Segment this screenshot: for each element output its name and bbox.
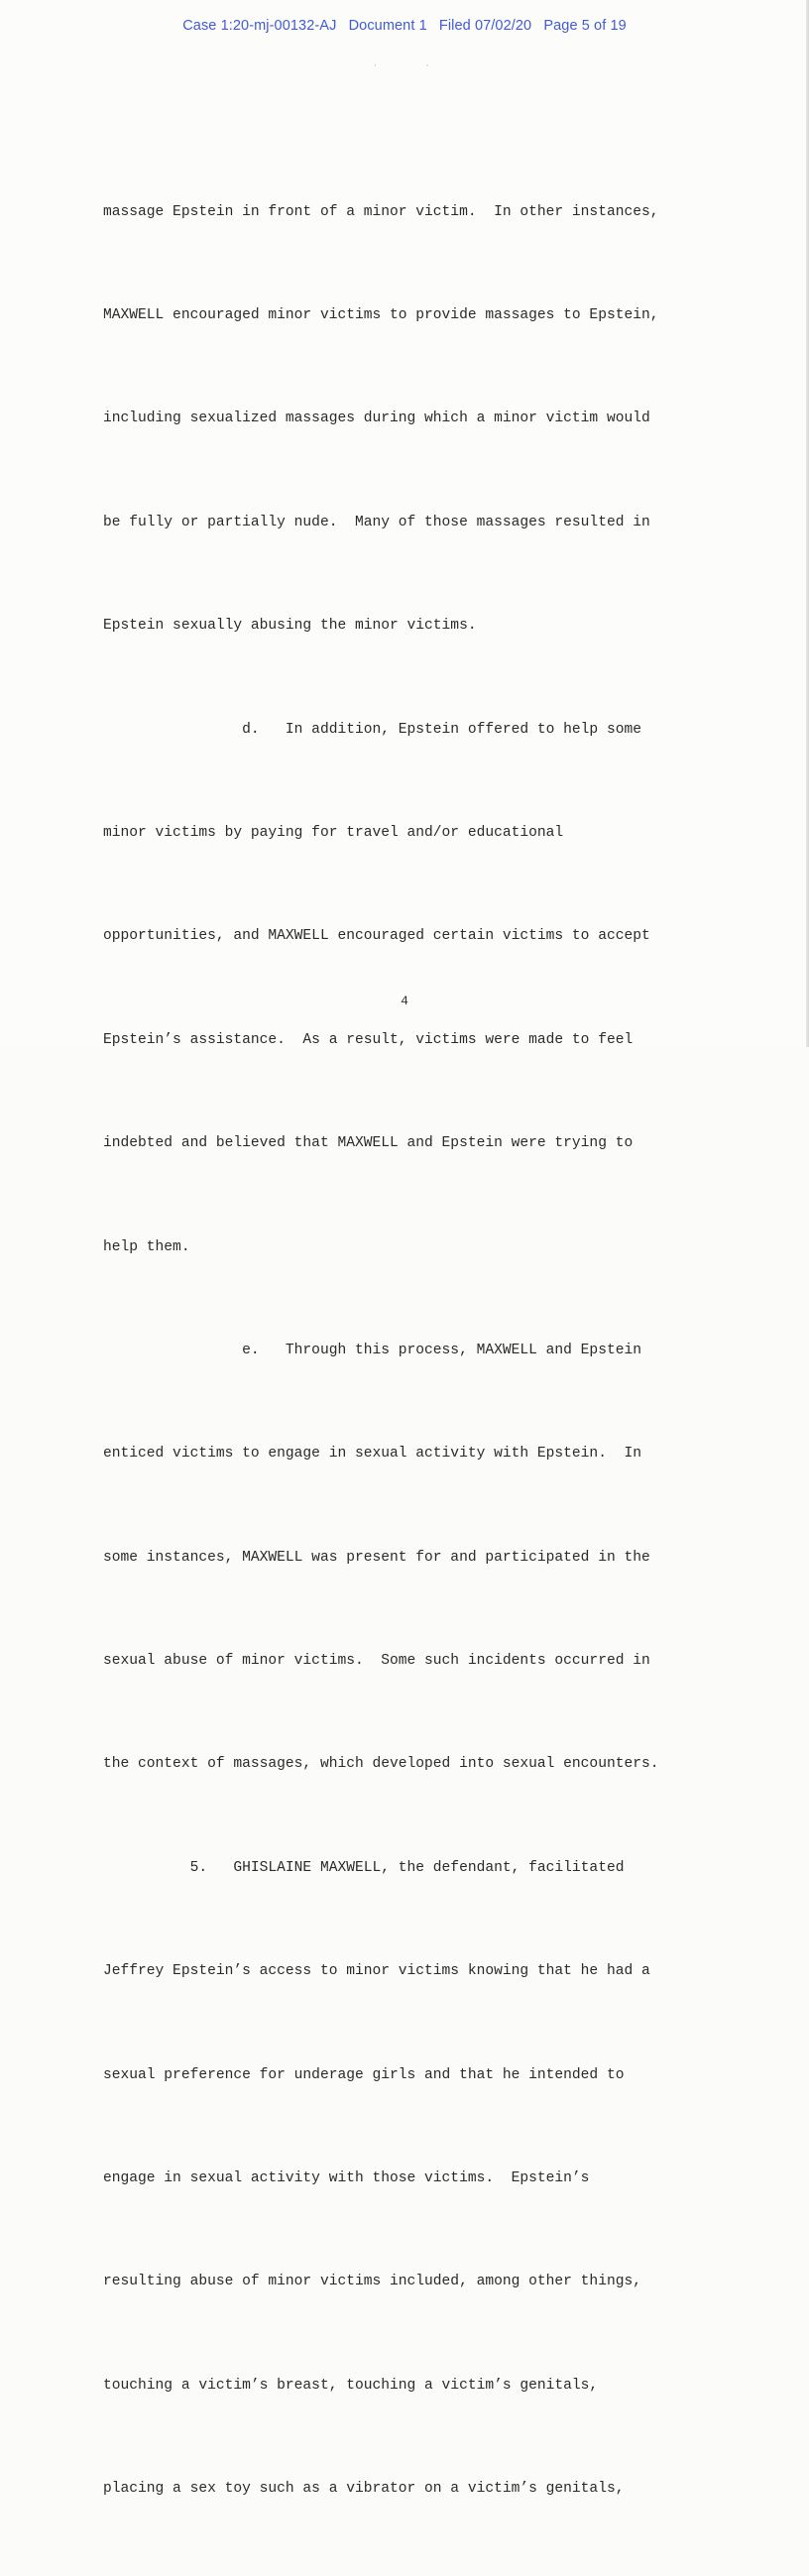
- ecf-header: [0, 18, 809, 34]
- header-filed-date: Filed 07/02/20: [438, 18, 532, 34]
- body-line: massage Epstein in front of a minor victim. In other instances,: [103, 203, 659, 220]
- body-line: placing a sex toy such as a vibrator on a victim’s genitals,: [103, 2481, 625, 2498]
- header-page-count: Page 5 of 19: [543, 18, 627, 34]
- body-line: resulting abuse of minor victims included, among other things,: [103, 2274, 641, 2290]
- paragraph-5-line: 5. GHISLAINE MAXWELL, the defendant, facilitated: [103, 1859, 625, 1876]
- body-line: be fully or partially nude. Many of those massages resulted in: [103, 514, 650, 530]
- body-line: sexual abuse of minor victims. Some such incidents occurred in: [103, 1653, 650, 1670]
- body-line: Jeffrey Epstein’s access to minor victims knowing that he had a: [103, 1963, 650, 1980]
- body-line: the context of massages, which developed into sexual encounters.: [103, 1756, 659, 1773]
- body-line: some instances, MAXWELL was present for and participated in the: [103, 1549, 650, 1566]
- header-document-number: Document 1: [348, 18, 427, 34]
- paragraph-e-line: e. Through this process, MAXWELL and Epstein: [103, 1342, 641, 1358]
- body-line: Epstein’s assistance. As a result, victims were made to feel: [103, 1031, 634, 1048]
- scan-specks: · ·: [373, 61, 430, 70]
- paragraph-d-line: d. In addition, Epstein offered to help some: [103, 721, 641, 738]
- body-line: minor victims by paying for travel and/or educational: [103, 824, 564, 841]
- body-line: engage in sexual activity with those victims. Epstein’s: [103, 2170, 590, 2187]
- body-line: sexual preference for underage girls and that he intended to: [103, 2066, 625, 2083]
- body-line: opportunities, and MAXWELL encouraged certain victims to accept: [103, 928, 650, 945]
- header-case-number: Case 1:20-mj-00132-AJ: [182, 18, 337, 34]
- body-line: including sexualized massages during which a minor victim would: [103, 410, 650, 427]
- body-line: indebted and believed that MAXWELL and Epstein were trying to: [103, 1135, 634, 1152]
- body-line: Epstein sexually abusing the minor victims.: [103, 618, 477, 635]
- document-body: [103, 126, 698, 2576]
- body-line: enticed victims to engage in sexual activity with Epstein. In: [103, 1446, 641, 1463]
- body-line: help them.: [103, 1238, 190, 1255]
- body-line: MAXWELL encouraged minor victims to provide massages to Epstein,: [103, 306, 659, 323]
- page-number: 4: [401, 994, 408, 1008]
- body-line: touching a victim’s breast, touching a victim’s genitals,: [103, 2377, 599, 2394]
